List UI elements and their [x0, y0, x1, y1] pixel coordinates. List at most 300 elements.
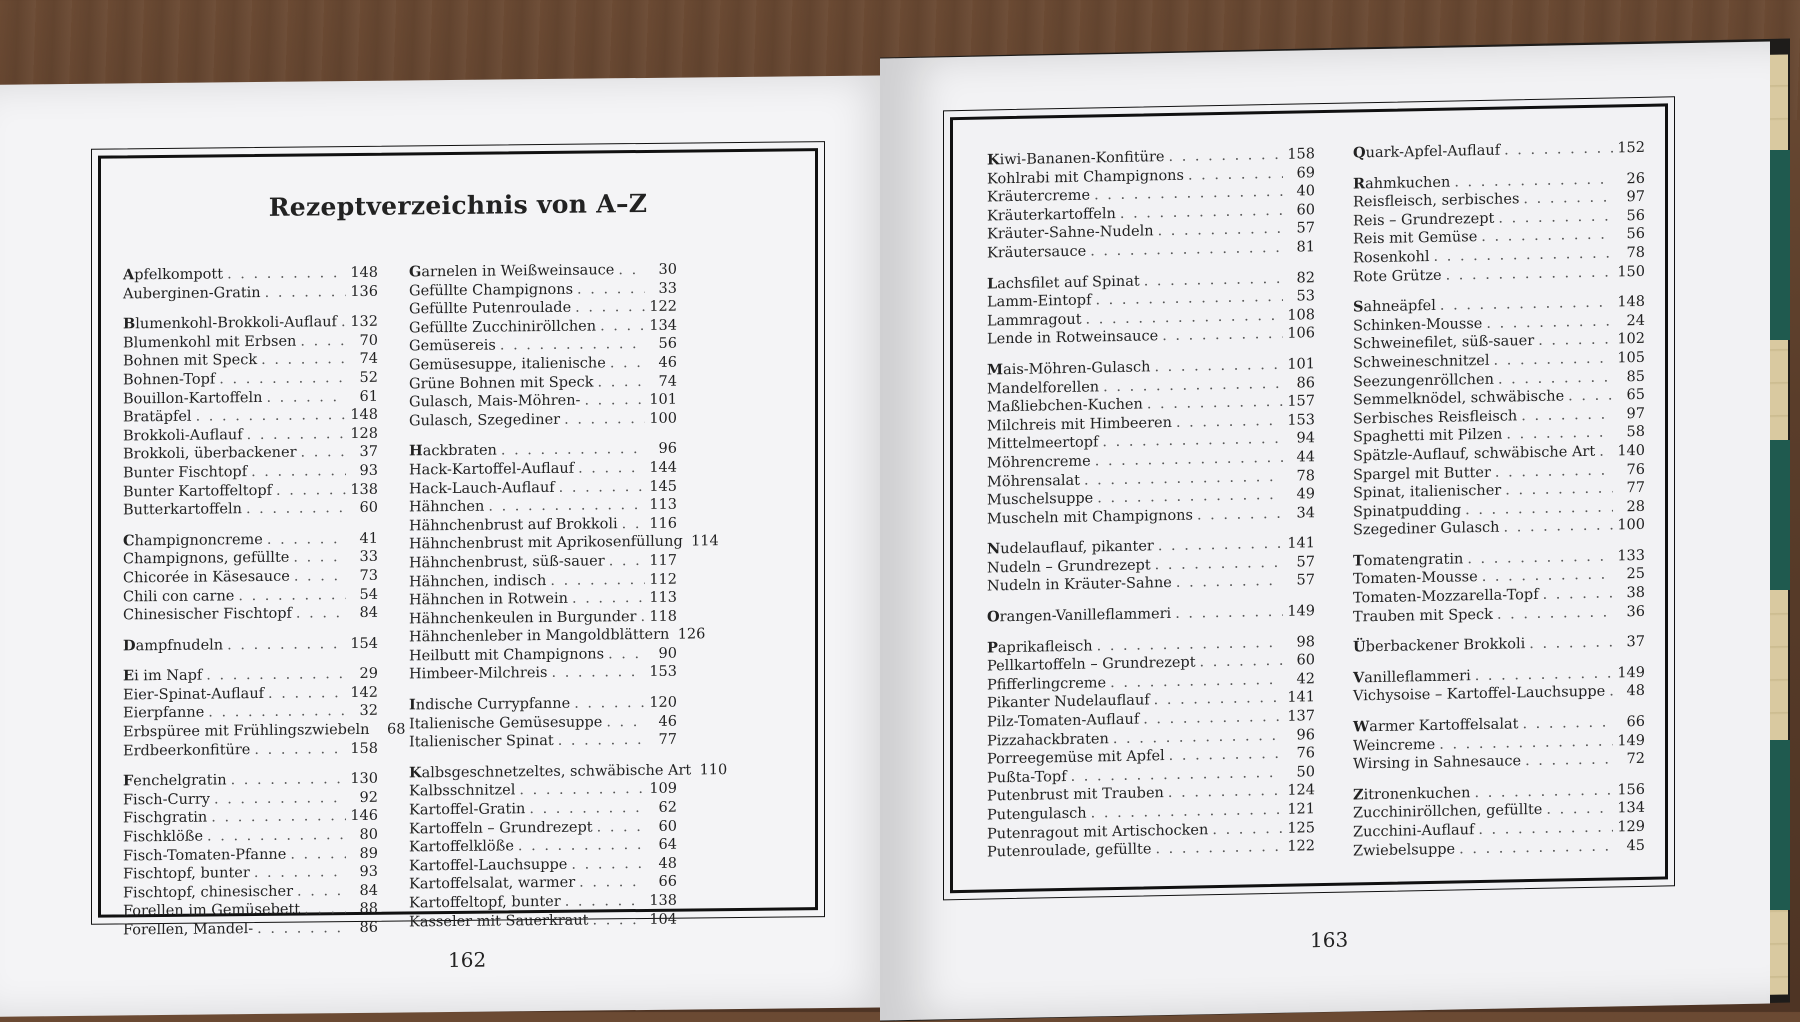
recipe-name: Muscheln mit Champignons: [987, 507, 1193, 528]
dot-leader: [579, 873, 645, 892]
dot-leader: [1169, 745, 1283, 766]
recipe-name: Kartoffel-Lauchsuppe: [409, 856, 568, 875]
initial-letter: M: [987, 361, 1004, 379]
page-ref: 60: [359, 499, 378, 517]
recipe-name: Bunter Kartoffeltopf: [123, 482, 272, 500]
dot-leader: [1609, 683, 1613, 702]
page-ref: 76: [1296, 745, 1315, 762]
page-ref: 102: [1617, 331, 1645, 348]
page-ref: 122: [649, 298, 677, 316]
dot-leader: [622, 515, 645, 534]
index-column: [987, 145, 1315, 862]
page-ref: 98: [1296, 633, 1315, 651]
recipe-name: Hähnchenbrust, süß-sauer: [409, 553, 605, 572]
recipe-name: Hähnchenkeulen in Burgunder: [409, 608, 637, 628]
dot-leader: [276, 481, 346, 500]
dot-leader: [257, 919, 346, 939]
page-ref: 144: [649, 459, 677, 476]
dot-leader: [266, 388, 346, 407]
dot-leader: [574, 694, 645, 713]
right-page: [880, 41, 1770, 1020]
recipe-name: Gefüllte Putenroulade: [409, 299, 572, 318]
recipe-name: Rosenkohl: [1353, 248, 1430, 267]
dot-leader: [1498, 207, 1613, 228]
index-entry: [123, 919, 378, 940]
recipe-name: Semmelknödel, schwäbische: [1353, 388, 1565, 409]
page-ref: 32: [359, 703, 378, 720]
dot-leader: [246, 499, 346, 519]
recipe-name: Seezungenröllchen: [1353, 371, 1494, 390]
dot-leader: [208, 703, 346, 723]
recipe-name: Hack-Kartoffel-Auflauf: [409, 460, 575, 479]
recipe-name: Kohlrabi mit Champignons: [987, 167, 1184, 188]
recipe-name: Putenroulade, gefüllte: [987, 841, 1152, 861]
page-ref: 81: [1296, 239, 1315, 256]
page-ref: 141: [1287, 535, 1315, 553]
dot-leader: [1158, 535, 1283, 556]
page-ref: 138: [649, 892, 677, 909]
dot-leader: [301, 443, 346, 462]
page-ref: 82: [1296, 269, 1315, 287]
dot-leader: [247, 425, 346, 445]
page-ref: 106: [1287, 325, 1315, 343]
page-ref: 33: [658, 280, 677, 297]
dot-leader: [1495, 461, 1613, 482]
dot-leader: [1197, 504, 1283, 524]
recipe-name: Kräuter-Sahne-Nudeln: [987, 223, 1154, 243]
dot-leader: [1568, 387, 1613, 406]
page-ref: 122: [1287, 838, 1315, 855]
page-ref: 116: [649, 515, 677, 532]
page-ref: 105: [1617, 349, 1645, 367]
recipe-name: Hack-Lauch-Auflauf: [409, 479, 555, 497]
recipe-name: Lamm-Eintopf: [987, 292, 1092, 311]
recipe-name: Kartoffeltopf, bunter: [409, 893, 561, 912]
page-ref: 117: [649, 552, 677, 569]
recipe-name: Hackbraten: [409, 442, 497, 460]
page-ref: 128: [350, 425, 378, 442]
initial-letter: F: [123, 772, 134, 790]
page-ref: 134: [649, 317, 677, 334]
recipe-name: Möhrensalat: [987, 472, 1080, 490]
dot-leader: [1188, 164, 1283, 184]
dot-leader: [1482, 566, 1613, 587]
page-ref: 104: [649, 911, 677, 928]
recipe-name: Wirsing in Sahnesauce: [1353, 753, 1522, 773]
recipe-name: Apfelkompott: [123, 266, 224, 284]
page-ref: 48: [658, 855, 677, 872]
recipe-name: Kartoffelklöße: [409, 838, 514, 856]
dot-leader: [592, 911, 645, 930]
dot-leader: [584, 391, 645, 410]
initial-letter: A: [123, 266, 135, 284]
recipe-name: Chicorée in Käsesauce: [123, 568, 290, 587]
index-entry: [409, 663, 677, 684]
recipe-name: Blumenkohl-Brokkoli-Auflauf: [123, 314, 337, 333]
dot-leader: [1486, 312, 1613, 333]
recipe-name: Bohnen mit Speck: [123, 352, 258, 370]
page-ref: 110: [699, 761, 728, 779]
page-ref: 66: [658, 874, 677, 891]
page-ref: 60: [1296, 201, 1315, 219]
index-entry: [123, 604, 378, 625]
recipe-name: Spargel mit Butter: [1353, 464, 1491, 483]
recipe-name: Pfifferlingcreme: [987, 675, 1107, 694]
dot-leader: [207, 826, 346, 846]
dot-leader: [267, 530, 346, 549]
dot-leader: [296, 604, 346, 623]
page-ref: 69: [1296, 164, 1315, 182]
recipe-name: Chili con carne: [123, 587, 235, 605]
recipe-name: Himbeer-Milchreis: [409, 665, 548, 683]
page-ref: 36: [1626, 603, 1645, 620]
recipe-name: Spinat, italienischer: [1353, 482, 1502, 502]
page-ref: 57: [1296, 220, 1315, 237]
dot-leader: [219, 369, 346, 389]
recipe-name: Sahneäpfel: [1353, 298, 1436, 316]
dot-leader: [640, 608, 645, 627]
page-ref: 141: [1287, 689, 1315, 707]
recipe-name: Auberginen-Gratin: [123, 284, 261, 303]
page-ref: 90: [658, 645, 677, 662]
page-ref: 126: [677, 626, 706, 643]
dot-leader: [290, 845, 346, 864]
page-ref: 65: [1626, 386, 1645, 404]
page-ref: 137: [1287, 708, 1315, 725]
page-ref: 121: [1287, 801, 1315, 818]
dot-leader: [1158, 220, 1283, 241]
dot-leader: [559, 477, 645, 496]
recipe-name: Dampfnudeln: [123, 636, 224, 655]
page-ref: 54: [359, 586, 378, 603]
dot-leader: [214, 789, 346, 809]
dot-leader: [610, 354, 645, 373]
page-ref: 158: [1287, 146, 1315, 163]
page-ref: 45: [1626, 837, 1645, 854]
page-ref: 149: [1617, 732, 1645, 750]
recipe-name: Lammragout: [987, 311, 1082, 330]
page-ref: 56: [1626, 226, 1645, 243]
recipe-name: Nudeln in Kräuter-Sahne: [987, 575, 1172, 595]
recipe-name: Forellen, Mandel-: [123, 921, 254, 939]
dot-leader: [1446, 263, 1613, 285]
recipe-name: Kräutercreme: [987, 187, 1091, 206]
recipe-name: Grüne Bohnen mit Speck: [409, 374, 594, 392]
dot-leader: [600, 317, 645, 336]
dot-leader: [1162, 325, 1283, 346]
dot-leader: [565, 892, 645, 911]
recipe-name: Eier-Spinat-Auflauf: [123, 685, 265, 704]
recipe-name: Pußta-Topf: [987, 768, 1067, 787]
page-ref: 157: [1287, 393, 1315, 410]
dot-leader: [254, 740, 346, 760]
page-ref: 86: [359, 919, 378, 936]
page-ref: 80: [359, 826, 378, 843]
page-ref: 113: [649, 496, 677, 514]
dot-leader: [1543, 585, 1613, 605]
dot-leader: [227, 635, 346, 655]
dot-leader: [1525, 751, 1613, 771]
page-ref: 148: [1617, 294, 1645, 311]
page-ref: 101: [1287, 356, 1315, 373]
page-ref: 149: [1617, 664, 1645, 682]
index-column: [409, 261, 728, 932]
recipe-name: Pikanter Nudelauflauf: [987, 692, 1150, 712]
page-ref: 146: [350, 808, 378, 825]
dot-leader: [1523, 189, 1613, 209]
initial-letter: H: [409, 442, 423, 460]
page-ref: 42: [1296, 671, 1315, 688]
recipe-name: Zucchiniröllchen, gefüllte: [1353, 802, 1543, 822]
page-ref: 152: [1617, 139, 1645, 157]
index-column: [1353, 139, 1645, 861]
page-ref: 97: [1626, 189, 1645, 206]
recipe-name: Szegediner Gulasch: [1353, 519, 1500, 539]
recipe-name: Mais-Möhren-Gulasch: [987, 359, 1151, 379]
dot-leader: [1546, 800, 1613, 820]
page-ref: 60: [658, 818, 677, 835]
page-ref: 153: [649, 664, 677, 681]
recipe-name: Warmer Kartoffelsalat: [1353, 716, 1519, 736]
recipe-name: Zitronenkuchen: [1353, 785, 1471, 804]
initial-letter: D: [123, 636, 136, 655]
page-ref: 148: [350, 264, 378, 282]
ornamental-frame: [98, 148, 818, 939]
initial-letter: L: [987, 274, 998, 293]
recipe-name: Champignons, gefüllte: [123, 549, 290, 568]
dot-leader: [238, 586, 346, 606]
recipe-name: Fenchelgratin: [123, 772, 227, 790]
page-ref: 148: [350, 406, 378, 424]
dot-leader: [1529, 634, 1613, 654]
page-ref: 97: [1626, 405, 1645, 422]
recipe-name: Spätzle-Auflauf, schwäbische Art: [1353, 443, 1596, 465]
page-ref: 93: [359, 863, 378, 881]
dot-leader: [1599, 442, 1613, 461]
initial-letter: Z: [1353, 786, 1364, 804]
page-ref: 84: [359, 604, 378, 622]
page-ref: 112: [649, 571, 677, 588]
recipe-name: Erdbeerkonfitüre: [123, 741, 251, 760]
initial-letter: I: [409, 696, 416, 714]
recipe-name: Zucchini-Auflauf: [1353, 822, 1475, 841]
page-ref: 86: [1296, 374, 1315, 392]
index-column: [123, 264, 406, 940]
recipe-name: Muschelsuppe: [987, 490, 1094, 509]
dot-leader: [529, 799, 645, 819]
dot-leader: [578, 459, 645, 478]
initial-letter: P: [987, 638, 998, 657]
recipe-name: Kasseler mit Sauerkraut: [409, 912, 589, 931]
page-ref: 78: [1626, 244, 1645, 262]
recipe-name: Zwiebelsuppe: [1353, 841, 1456, 860]
dot-leader: [572, 589, 645, 608]
recipe-name: Maßliebchen-Kuchen: [987, 396, 1143, 416]
dot-leader: [577, 280, 645, 299]
recipe-name: Bouillon-Kartoffeln: [123, 389, 263, 407]
page-ref: 37: [1626, 634, 1645, 651]
page-ref: 28: [1626, 498, 1645, 515]
dot-leader: [227, 264, 346, 284]
recipe-name: Kartoffeln – Grundrezept: [409, 819, 593, 838]
page-ref: 57: [1296, 554, 1315, 571]
dot-leader: [550, 570, 645, 590]
dot-leader: [518, 836, 645, 856]
page-ref: 74: [658, 373, 677, 390]
ornamental-frame: [950, 103, 1668, 893]
recipe-name: Rahmkuchen: [1353, 174, 1451, 193]
recipe-name: Pellkartoffeln – Grundrezept: [987, 654, 1196, 675]
dot-leader: [598, 373, 646, 392]
page-ref: 48: [1626, 683, 1645, 700]
recipe-name: Gulasch, Szegediner: [409, 411, 561, 430]
dot-leader: [1176, 412, 1283, 433]
recipe-name: Überbackener Brokkoli: [1353, 636, 1526, 656]
page-ref: 53: [1296, 288, 1315, 305]
dot-leader: [1498, 368, 1613, 389]
recipe-name: Fischtopf, chinesischer: [123, 883, 294, 902]
page-ref: 158: [350, 740, 378, 757]
recipe-name: Pilz-Tomaten-Auflauf: [987, 711, 1140, 731]
dot-leader: [564, 410, 645, 429]
page-ref: 57: [1296, 572, 1315, 590]
page-ref: 49: [1296, 486, 1315, 503]
dot-leader: [297, 882, 346, 901]
page-ref: 89: [359, 845, 378, 862]
page-ref: 101: [649, 391, 677, 409]
page-ref: 149: [1287, 603, 1315, 620]
page-ref: 34: [1296, 504, 1315, 522]
page-ref: 44: [1296, 449, 1315, 466]
initial-letter: T: [1353, 552, 1364, 570]
page-ref: 30: [658, 261, 677, 278]
page-title: Rezeptverzeichnis von A–Z: [268, 188, 648, 222]
dot-leader: [1506, 424, 1613, 445]
recipe-name: Spaghetti mit Pilzen: [1353, 426, 1503, 446]
page-ref: 26: [1626, 170, 1645, 187]
dot-leader: [1459, 837, 1613, 859]
dot-leader: [551, 663, 645, 683]
index-entry: [123, 282, 378, 303]
recipe-name: Gemüsereis: [409, 337, 496, 355]
recipe-name: Lachsfilet auf Spinat: [987, 273, 1140, 293]
dot-leader: [1504, 517, 1613, 538]
dot-leader: [251, 462, 346, 482]
dot-leader: [606, 713, 645, 732]
recipe-name: Quark-Apfel-Auflauf: [1353, 142, 1501, 162]
dot-leader: [571, 855, 645, 874]
dot-leader: [294, 567, 346, 586]
recipe-name: Reis mit Gemüse: [1353, 229, 1478, 248]
recipe-name: Champignoncreme: [123, 531, 263, 550]
page-ref: 145: [649, 478, 677, 495]
dot-leader: [1175, 603, 1283, 624]
recipe-name: Tomaten-Mozzarella-Topf: [1353, 586, 1539, 607]
initial-letter: Q: [1353, 144, 1366, 162]
page-ref: 56: [1626, 207, 1645, 224]
page-ref: 24: [1626, 312, 1645, 329]
recipe-name: Hähnchenleber in Mangoldblättern: [409, 626, 670, 646]
recipe-name: Schweineschnitzel: [1353, 352, 1490, 372]
page-ref: 62: [658, 799, 677, 816]
dot-leader: [1090, 239, 1283, 261]
recipe-name: Tomaten-Mousse: [1353, 569, 1478, 588]
dot-leader: [196, 406, 346, 426]
page-ref: 46: [658, 354, 677, 371]
page-number: 162: [448, 947, 487, 973]
recipe-name: Brokkoli, überbackener: [123, 444, 297, 463]
recipe-name: Chinesischer Fischtopf: [123, 605, 292, 624]
dot-leader: [1497, 603, 1613, 624]
recipe-name: Kräuterkartoffeln: [987, 205, 1116, 225]
initial-letter: N: [987, 540, 1001, 558]
page-ref: 25: [1626, 566, 1645, 583]
recipe-name: Gemüsesuppe, italienische: [409, 355, 606, 374]
dot-leader: [618, 261, 645, 280]
page-ref: 41: [359, 530, 378, 547]
page-ref: 78: [1296, 467, 1315, 485]
recipe-name: Italienische Gemüsesuppe: [409, 714, 603, 733]
recipe-name: Brokkoli-Auflauf: [123, 426, 243, 445]
recipe-name: Kartoffelsalat, warmer: [409, 875, 576, 893]
dot-leader: [558, 731, 645, 751]
dot-leader: [1168, 782, 1283, 803]
dot-leader: [1481, 226, 1613, 247]
recipe-name: Serbisches Reisfleisch: [1353, 408, 1518, 428]
page-ref: 64: [658, 836, 677, 854]
recipe-name: Hähnchenbrust mit Aprikosenfüllung: [409, 533, 683, 553]
recipe-name: Fisch-Curry: [123, 791, 210, 809]
recipe-name: Kalbsgeschnetzeltes, schwäbische Art: [409, 762, 692, 782]
index-entry: [409, 731, 677, 752]
dot-leader: [1212, 819, 1283, 839]
initial-letter: O: [987, 608, 1000, 626]
initial-letter: G: [409, 263, 422, 281]
recipe-name: Blumenkohl mit Erbsen: [123, 333, 297, 352]
initial-letter: C: [123, 532, 135, 550]
recipe-name: Möhrencreme: [987, 453, 1091, 472]
recipe-name: Pizzahackbraten: [987, 730, 1109, 750]
recipe-name: Kartoffel-Gratin: [409, 801, 526, 819]
dot-leader: [1538, 331, 1613, 351]
page-ref: 77: [658, 731, 677, 749]
dot-leader: [1504, 139, 1613, 160]
dot-leader: [261, 350, 346, 369]
dot-leader: [206, 665, 346, 685]
page-ref: 96: [1296, 726, 1315, 744]
initial-letter: R: [1353, 174, 1366, 193]
dot-leader: [608, 645, 645, 664]
recipe-name: Bratäpfel: [123, 408, 192, 426]
recipe-name: Bohnen-Topf: [123, 371, 216, 389]
recipe-name: Gefüllte Champignons: [409, 281, 574, 300]
page-ref: 93: [359, 462, 378, 479]
page-ref: 130: [350, 771, 378, 788]
recipe-name: Erbspüree mit Frühlingszwiebeln: [123, 721, 370, 741]
recipe-name: Garnelen in Weißweinsauce: [409, 262, 615, 281]
page-number: 163: [1310, 927, 1349, 953]
dot-leader: [1521, 405, 1613, 425]
page-ref: 72: [1626, 751, 1645, 768]
recipe-name: Butterkartoffeln: [123, 501, 242, 519]
recipe-name: Reisfleisch, serbisches: [1353, 191, 1520, 211]
recipe-name: Schweinefilet, süß-sauer: [1353, 333, 1535, 353]
recipe-name: Porreegemüse mit Apfel: [987, 748, 1165, 768]
recipe-name: Forellen im Gemüsebett: [123, 901, 301, 920]
page-ref: 154: [350, 635, 378, 652]
recipe-name: Putenragout mit Artischocken: [987, 821, 1209, 843]
dot-leader: [1176, 572, 1283, 593]
